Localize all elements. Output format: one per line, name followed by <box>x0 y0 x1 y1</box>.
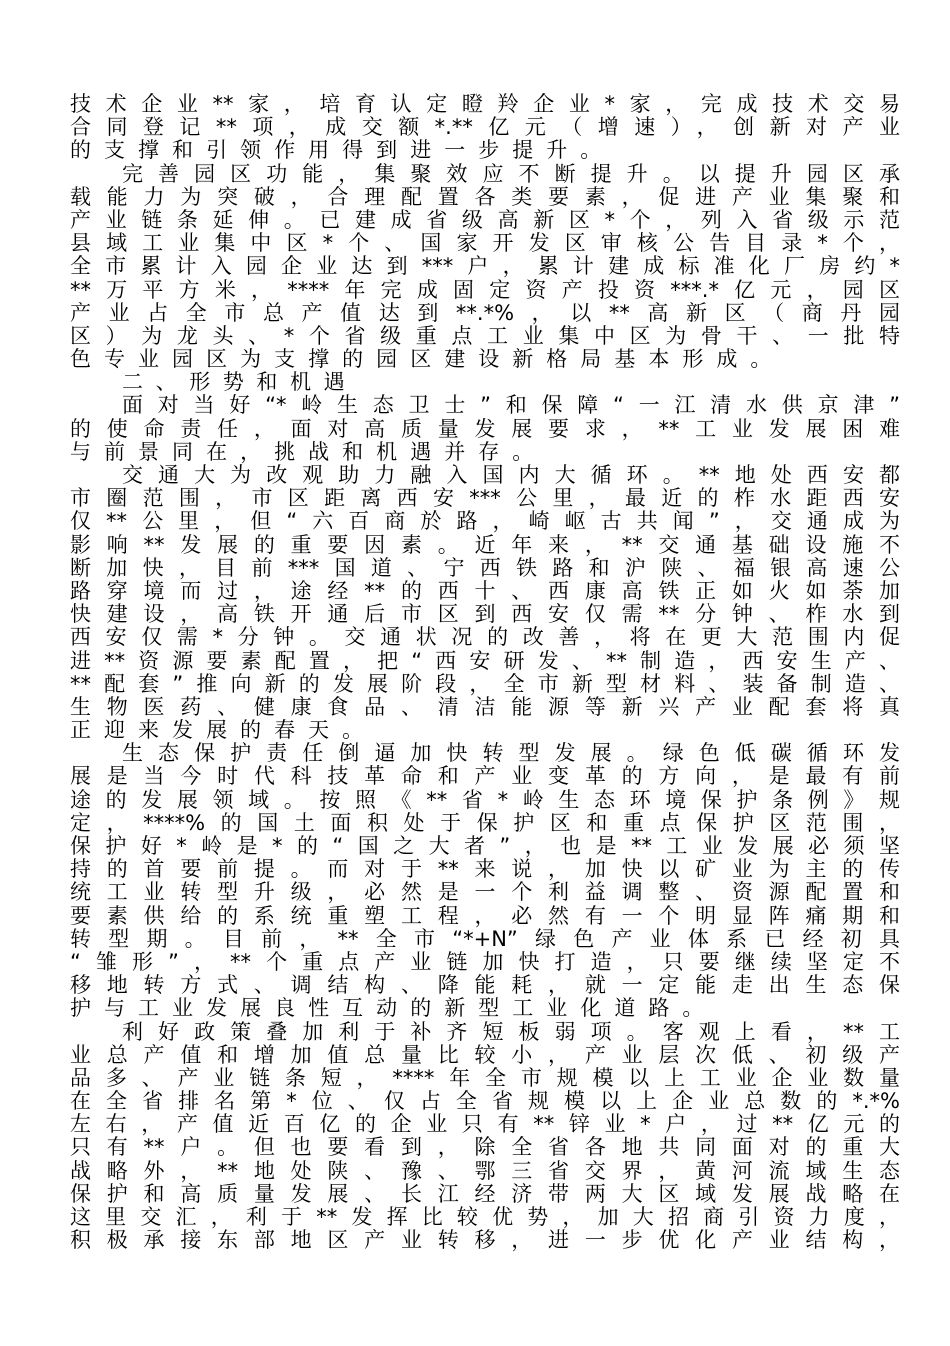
text-line: 持的首要前提。而对于**来说，加快以矿业为主的传 <box>70 857 900 882</box>
text-line: 业总产值和增加值总量比较小，产业层次低、初级产 <box>70 1042 900 1067</box>
text-line: 与前景同在，挑战和机遇并存。 <box>70 439 547 464</box>
text-line: 色专业园区为支撑的园区建设新格局基本形成。 <box>70 347 785 372</box>
paragraph-first-line: 交通大为改观助力融入国内大循环。**地处西安都 <box>122 463 900 487</box>
text-line: 生物医药、健康食品、清洁能源等新兴产业配套将真 <box>70 694 900 719</box>
text-line: 进**资源要素配置，把“西安研发、**制造，西安生产、 <box>70 648 900 673</box>
text-line: 积极承接东部地区产业转移，进一步优化产业结构， <box>70 1228 900 1253</box>
text-line: 的支撑和引领作用得到进一步提升。 <box>70 138 615 163</box>
paragraph-first-line: 利好政策叠加利于补齐短板弱项。客观上看，**工 <box>122 1019 900 1044</box>
text-line: 西安仅需*分钟。交通状况的改善，将在更大范围内促 <box>70 625 900 650</box>
text-line: 在全省排名第*位、仅占全省规模以上企业总数的*.*% <box>70 1089 900 1114</box>
document-body <box>70 93 900 1252</box>
text-line: 这里交汇，利于**发挥比较优势，加大招商引资力度， <box>70 1205 900 1229</box>
text-line: 路穿境而过，途经**的西十、西康高铁正如火如荼加 <box>70 578 900 603</box>
paragraph-first-line: 生态保护责任倒逼加快转型发展。绿色低碳循环发 <box>122 741 900 766</box>
text-line: 产业占全市总产值达到**.*%，以**高新区（商丹园 <box>70 300 900 325</box>
text-line: 全市累计入园企业达到***户，累计建成标准化厂房约* <box>70 254 900 279</box>
section-heading: 二、形势和机遇 <box>122 370 358 395</box>
text-line: 快建设，高铁开通后市区到西安仅需**分钟、柞水到 <box>70 602 900 627</box>
text-line: 载能力为突破，合理配置各类要素，促进产业集聚和 <box>70 184 900 209</box>
text-line: 仅**公里，但“六百商於路，崎岖古共闻”，交通成为 <box>70 509 900 534</box>
text-line: 左右，产值近百亿的企业只有**锌业*户，过**亿元的 <box>70 1112 900 1137</box>
text-line: 断加快，目前***国道、宁西铁路和沪陕、福银高速公 <box>70 555 900 580</box>
text-line: 途的发展领域。按照《**省*岭生态环境保护条例》规 <box>70 787 900 812</box>
text-line: 转型期。目前，**全市“*+N”绿色产业体系已经初具 <box>70 926 900 951</box>
text-line: 定，****%的国土面积处于保护区和重点保护区范围， <box>70 810 900 835</box>
text-line: 要素供给的系统重塑工程，必然有一个明显阵痛期和 <box>70 903 900 928</box>
paragraph-first-line: 面对当好“*岭生态卫士”和保障“一江清水供京津” <box>122 393 900 418</box>
paragraph-first-line: 完善园区功能，集聚效应不断提升。以提升园区承 <box>122 161 900 186</box>
text-line: 展是当今时代科技革命和产业变革的方向，是最有前 <box>70 764 900 789</box>
text-line: 保护和高质量发展、长江经济带两大区域发展战略在 <box>70 1181 900 1206</box>
text-line: 品多、产业链条短，****年全市规模以上工业企业数量 <box>70 1065 900 1090</box>
text-line: 技术企业**家，培育认定瞪羚企业*家，完成技术交易 <box>70 92 900 116</box>
text-line: 县域工业集中区*个、国家开发区审核公告目录*个， <box>70 231 900 256</box>
text-line: “雏形”，**个重点产业链加快打造，只要继续坚定不 <box>70 949 900 974</box>
text-line: 只有**户。但也要看到，除全省各地共同面对的重大 <box>70 1135 900 1160</box>
text-line: 区）为龙头、*个省级重点工业集中区为骨干、一批特 <box>70 323 900 348</box>
text-line: 合同登记**项，成交额*.**亿元（增速），创新对产业 <box>70 115 900 140</box>
text-line: **万平方米，****年完成固定资产投资***.*亿元，园区 <box>70 277 900 302</box>
text-line: 战略外，**地处陕、豫、鄂三省交界，黄河流域生态 <box>70 1158 900 1183</box>
text-line: 统工业转型升级，必然是一个利益调整、资源配置和 <box>70 880 900 905</box>
text-line: 影响**发展的重要因素。近年来，**交通基础设施不 <box>70 532 900 557</box>
text-line: 保护好*岭是*的“国之大者”，也是**工业发展必须坚 <box>70 834 900 858</box>
text-line: **配套”推向新的发展阶段，全市新型材料、装备制造、 <box>70 671 900 696</box>
text-line: 正迎来发展的春天。 <box>70 718 377 743</box>
text-line: 的使命责任，面对高质量发展要求，**工业发展困难 <box>70 416 900 441</box>
text-line: 移地转方式、调结构、降能耗，就一定能走出生态保 <box>70 973 900 998</box>
text-line: 产业链条延伸。已建成省级高新区*个，列入省级示范 <box>70 207 900 232</box>
text-line: 护与工业发展良性互动的新型工业化道路。 <box>70 996 717 1021</box>
text-line: 市圈范围，市区距离西安***公里，最近的柞水距西安 <box>70 486 900 511</box>
